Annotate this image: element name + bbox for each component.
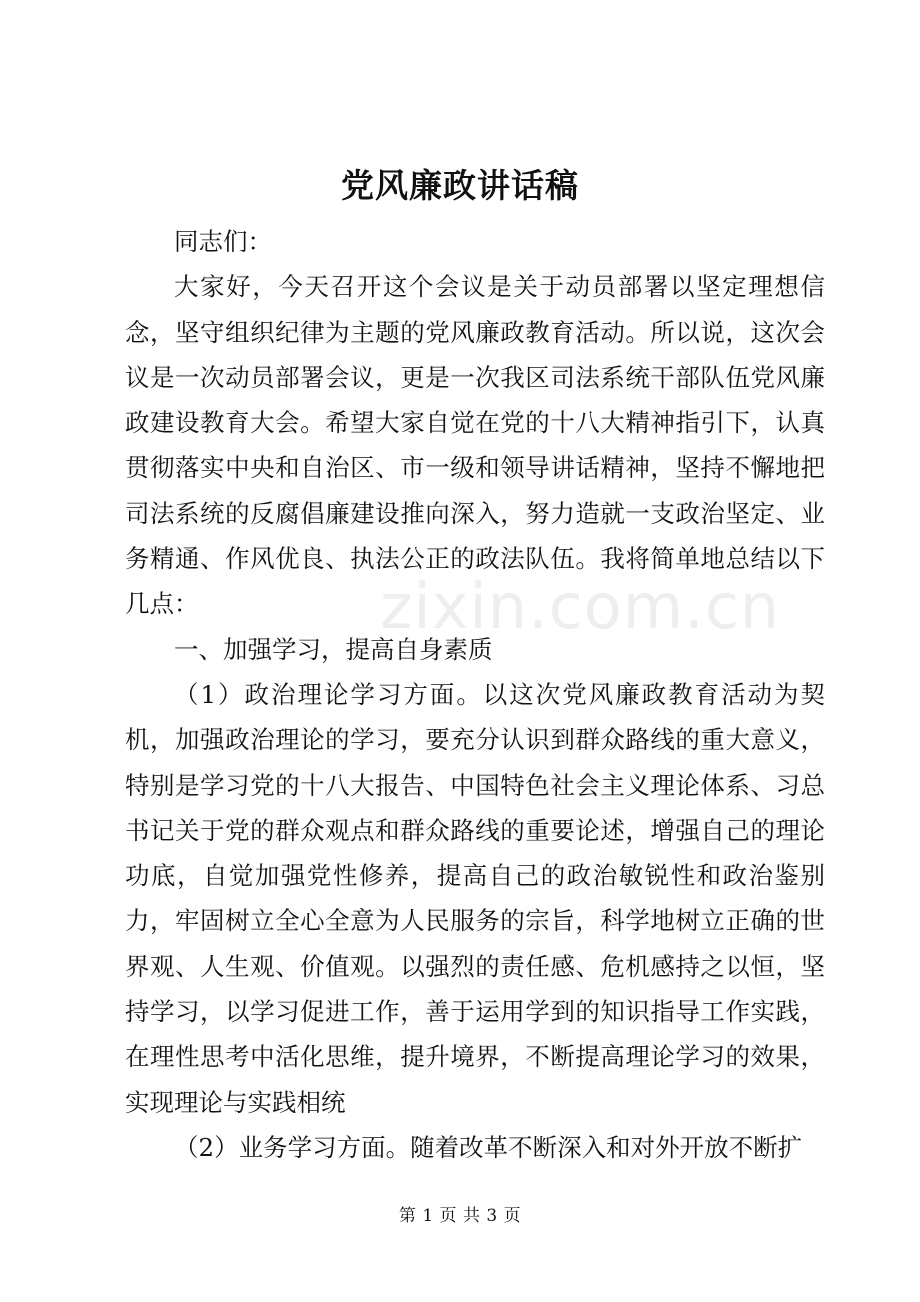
opening-paragraph: 大家好，今天召开这个会议是关于动员部署以坚定理想信念，坚守组织纪律为主题的党风廉政教育活动。所以说，这次会议是一次动员部署会议，更是一次我区司法系统干部队伍党风廉政建设教育大会。希望大家自觉在党的十八大精神指引下，认真贯彻落实中央和自治区、市一级和领导讲话精神，坚持不懈地把司法系统的反腐倡廉建设推向深入，努力造就一支政治坚定、业务精通、作风优良、执法公正的政法队伍。我将简单地总结以下几点：	[125, 272, 825, 619]
document-body	[125, 219, 825, 1170]
political-study-paragraph: （1）政治理论学习方面。以这次党风廉政教育活动为契机，加强政治理论的学习，要充分认识到群众路线的重大意义，特别是学习党的十八大报告、中国特色社会主义理论体系、习总书记关于党的群众观点和群众路线的重要论述，增强自己的理论功底，自觉加强党性修养，提高自己的政治敏锐性和政治鉴别力，牢固树立全心全意为人民服务的宗旨，科学地树立正确的世界观、人生观、价值观。以强烈的责任感、危机感持之以恒，坚持学习，以学习促进工作，善于运用学到的知识指导工作实践，在理性思考中活化思维，提升境界，不断提高理论学习的效果，实现理论与实践相统	[125, 679, 825, 1117]
watermark: zixin.com.cn	[380, 570, 781, 643]
salutation-paragraph: 同志们：	[174, 227, 272, 256]
business-study-paragraph: （2）业务学习方面。随着改革不断深入和对外开放不断扩	[174, 1132, 803, 1162]
document-title: 党风廉政讲话稿	[341, 166, 579, 205]
page-footer: 第 1 页 共 3 页	[398, 1206, 522, 1226]
section-heading: 一、加强学习，提高自身素质	[174, 634, 493, 664]
